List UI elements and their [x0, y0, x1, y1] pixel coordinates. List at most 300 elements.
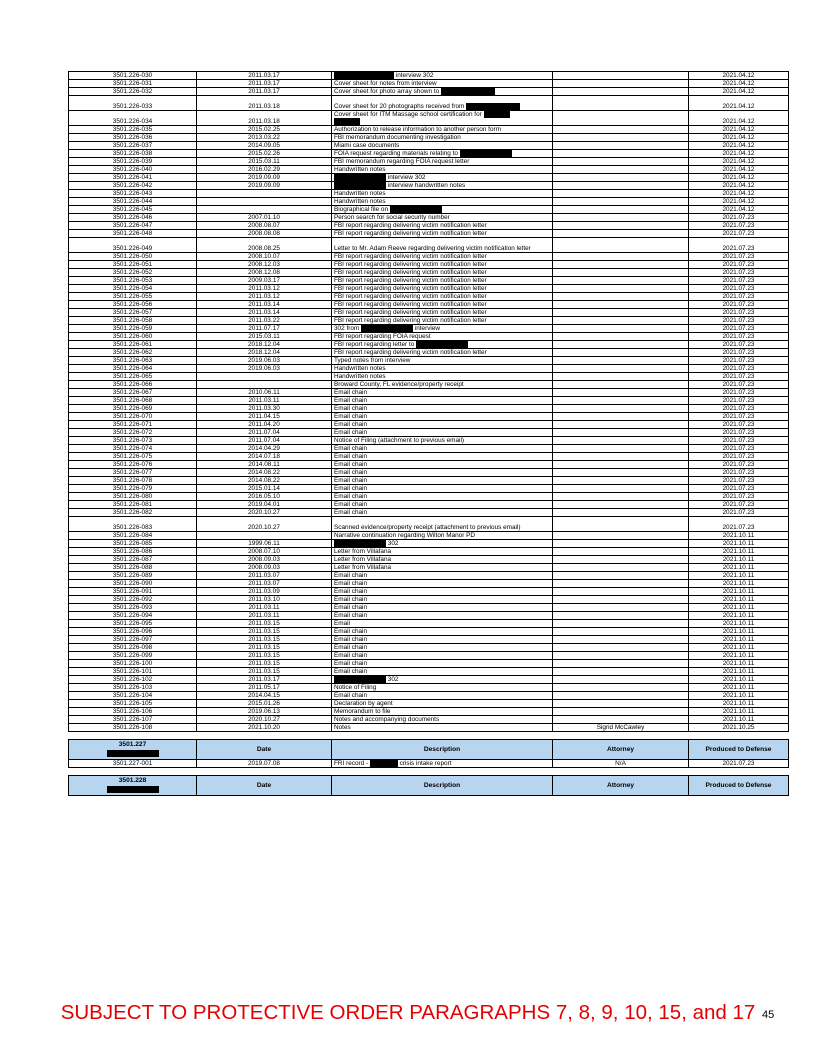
attorney-cell [553, 652, 689, 660]
document-id-cell: 3501.226-068 [69, 397, 197, 405]
description-text: Email chain [334, 628, 368, 635]
section-spacer [69, 732, 789, 740]
description-cell [332, 301, 553, 309]
description-text: Email chain [334, 596, 368, 603]
description-text: FBI report regarding delivering victim notification letter [334, 349, 487, 356]
description-cell [332, 620, 553, 628]
description-cell [332, 222, 553, 230]
attorney-cell [553, 365, 689, 373]
description-text: Email chain [334, 389, 368, 396]
table-row [69, 644, 789, 652]
document-id-cell: 3501.226-070 [69, 413, 197, 421]
attorney-cell [553, 222, 689, 230]
produced-date-cell: 2021.04.12 [689, 111, 789, 126]
description-text: Email chain [334, 469, 368, 476]
document-id-cell: 3501.226-033 [69, 96, 197, 111]
description-cell [332, 261, 553, 269]
produced-date-cell: 2021.07.23 [689, 261, 789, 269]
attorney-cell [553, 676, 689, 684]
document-id-cell: 3501.226-058 [69, 317, 197, 325]
description-text: Cover sheet for 20 photographs received from [334, 103, 467, 110]
attorney-cell [553, 684, 689, 692]
document-id-cell: 3501.226-049 [69, 238, 197, 253]
description-cell [332, 604, 553, 612]
attorney-cell [553, 461, 689, 469]
date-cell: 2011.07.04 [197, 437, 332, 445]
redaction-bar [334, 72, 394, 79]
document-id-cell: 3501.226-095 [69, 620, 197, 628]
table-row [69, 134, 789, 142]
produced-date-cell: 2021.10.11 [689, 628, 789, 636]
date-cell: 2014.08.11 [197, 461, 332, 469]
table-row [69, 182, 789, 190]
attorney-cell [553, 477, 689, 485]
description-text: Handwritten notes [334, 365, 386, 372]
attorney-cell [553, 596, 689, 604]
document-id-cell: 3501.226-075 [69, 453, 197, 461]
document-id-cell: 3501.226-069 [69, 405, 197, 413]
redaction-bar [334, 676, 386, 683]
date-cell: 2018.12.04 [197, 341, 332, 349]
table-row [69, 111, 789, 126]
description-text: FBI report regarding delivering victim notification letter [334, 277, 487, 284]
description-text: Handwritten notes [334, 166, 386, 173]
description-cell [332, 413, 553, 421]
date-cell: 2015.01.26 [197, 700, 332, 708]
description-text: Email chain [334, 405, 368, 412]
date-cell: 2011.03.12 [197, 293, 332, 301]
table-row [69, 222, 789, 230]
attorney-cell [553, 716, 689, 724]
document-id-cell: 3501.226-091 [69, 588, 197, 596]
attorney-cell [553, 612, 689, 620]
redaction-bar [466, 103, 520, 110]
production-log-sheet [68, 71, 772, 796]
description-text: FBI report regarding delivering victim notification letter [334, 309, 487, 316]
table-row [69, 301, 789, 309]
document-id-cell: 3501.226-077 [69, 469, 197, 477]
description-text: FBI report regarding delivering victim notification letter [334, 261, 487, 268]
document-id-cell: 3501.226-076 [69, 461, 197, 469]
date-column-header: Date [197, 740, 332, 760]
attorney-cell [553, 485, 689, 493]
document-id-cell: 3501.226-105 [69, 700, 197, 708]
document-id-cell: 3501.226-082 [69, 509, 197, 517]
produced-date-cell: 2021.07.23 [689, 429, 789, 437]
description-text: Notice of Filing (attachment to previous email) [334, 437, 464, 444]
description-text: FOIA request regarding materials relating to [334, 150, 460, 157]
attorney-cell [553, 174, 689, 182]
table-row [69, 349, 789, 357]
description-cell [332, 111, 553, 126]
date-cell: 2016.05.10 [197, 493, 332, 501]
description-text: Cover sheet for ITM Massage school certification for [334, 111, 484, 118]
description-text: Email chain [334, 397, 368, 404]
table-row [69, 493, 789, 501]
description-cell [332, 96, 553, 111]
produced-date-cell: 2021.07.23 [689, 349, 789, 357]
document-id-cell: 3501.226-050 [69, 253, 197, 261]
attorney-cell [553, 556, 689, 564]
table-row [69, 413, 789, 421]
description-text: Person search for social security number [334, 214, 450, 221]
description-cell [332, 469, 553, 477]
produced-date-cell: 2021.07.23 [689, 493, 789, 501]
description-cell [332, 166, 553, 174]
redaction-bar [460, 150, 512, 157]
document-id-cell: 3501.226-060 [69, 333, 197, 341]
description-cell [332, 174, 553, 182]
description-text: Email chain [334, 692, 368, 699]
produced-date-cell: 2021.10.11 [689, 692, 789, 700]
description-text: FBI report regarding delivering victim notification letter [334, 285, 487, 292]
date-cell: 2011.03.11 [197, 604, 332, 612]
redaction-bar [441, 88, 495, 95]
produced-date-cell: 2021.07.23 [689, 230, 789, 238]
produced-date-cell: 2021.10.11 [689, 532, 789, 540]
table-row [69, 80, 789, 88]
table-row [69, 636, 789, 644]
date-cell: 2011.03.10 [197, 596, 332, 604]
attorney-cell [553, 198, 689, 206]
table-row [69, 660, 789, 668]
date-cell: 2011.04.20 [197, 421, 332, 429]
table-row [69, 540, 789, 548]
description-text: FBI memorandum regarding FOIA request letter [334, 158, 470, 165]
table-row [69, 461, 789, 469]
table-row [69, 469, 789, 477]
date-cell: 2014.08.22 [197, 469, 332, 477]
date-cell: 2013.03.22 [197, 134, 332, 142]
description-text: Email chain [334, 429, 368, 436]
date-cell: 2011.03.09 [197, 588, 332, 596]
description-text: Cover sheet for notes from interview [334, 80, 437, 87]
date-cell [197, 381, 332, 389]
produced-date-cell: 2021.04.12 [689, 150, 789, 158]
attorney-cell [553, 309, 689, 317]
description-cell [332, 214, 553, 222]
produced-date-cell: 2021.04.12 [689, 134, 789, 142]
produced-date-cell: 2021.10.11 [689, 660, 789, 668]
document-id-cell: 3501.226-066 [69, 381, 197, 389]
produced-date-cell: 2021.04.12 [689, 198, 789, 206]
produced-date-cell: 2021.10.11 [689, 644, 789, 652]
date-cell: 2011.03.15 [197, 660, 332, 668]
description-cell [332, 477, 553, 485]
description-text: Email chain [334, 509, 368, 516]
produced-date-cell: 2021.10.11 [689, 652, 789, 660]
redaction-bar [361, 325, 413, 332]
table-row [69, 612, 789, 620]
produced-date-cell: 2021.07.23 [689, 461, 789, 469]
attorney-cell [553, 604, 689, 612]
attorney-cell [553, 620, 689, 628]
document-id-cell: 3501.226-044 [69, 198, 197, 206]
produced-date-cell: 2021.07.23 [689, 214, 789, 222]
table-row [69, 716, 789, 724]
description-text: Email chain [334, 445, 368, 452]
description-cell [332, 277, 553, 285]
produced-date-cell: 2021.07.23 [689, 253, 789, 261]
date-cell: 2008.07.10 [197, 548, 332, 556]
produced-date-cell: 2021.07.23 [689, 325, 789, 333]
produced-date-cell: 2021.10.11 [689, 580, 789, 588]
page-number: 45 [762, 1009, 775, 1021]
description-cell [332, 517, 553, 532]
description-cell [332, 453, 553, 461]
table-row [69, 532, 789, 540]
table-row [69, 421, 789, 429]
date-cell: 2015.01.14 [197, 485, 332, 493]
description-cell [332, 461, 553, 469]
description-text: Notes and accompanying documents [334, 716, 440, 723]
description-cell [332, 397, 553, 405]
document-id-cell: 3501.226-092 [69, 596, 197, 604]
produced-date-cell: 2021.07.23 [689, 333, 789, 341]
attorney-cell [553, 134, 689, 142]
section-number-header [69, 740, 197, 760]
date-cell: 2011.03.11 [197, 397, 332, 405]
date-cell: 2015.02.26 [197, 150, 332, 158]
attorney-cell [553, 660, 689, 668]
table-row [69, 357, 789, 365]
description-cell [332, 190, 553, 198]
attorney-cell [553, 357, 689, 365]
attorney-cell [553, 564, 689, 572]
produced-date-cell: 2021.04.12 [689, 96, 789, 111]
table-row [69, 214, 789, 222]
attorney-cell [553, 572, 689, 580]
description-text: 302 from [334, 325, 361, 332]
attorney-cell [553, 72, 689, 80]
description-text-suffix: interview 302 [386, 174, 426, 181]
document-id-cell: 3501.226-104 [69, 692, 197, 700]
produced-date-cell: 2021.10.11 [689, 708, 789, 716]
document-id-cell: 3501.226-035 [69, 126, 197, 134]
description-cell [332, 716, 553, 724]
table-row [69, 692, 789, 700]
table-row [69, 509, 789, 517]
date-column-header: Date [197, 776, 332, 796]
description-cell [332, 126, 553, 134]
attorney-column-header: Attorney [553, 740, 689, 760]
table-row [69, 501, 789, 509]
redaction-bar [390, 206, 442, 213]
description-cell [332, 724, 553, 732]
redaction-bar [484, 111, 510, 118]
table-row [69, 126, 789, 134]
date-cell: 2008.08.08 [197, 230, 332, 238]
description-text: FBI report regarding delivering victim notification letter [334, 293, 487, 300]
description-cell [332, 389, 553, 397]
table-row [69, 285, 789, 293]
description-cell [332, 692, 553, 700]
date-cell: 2019.04.01 [197, 501, 332, 509]
description-text-suffix: interview handwritten notes [386, 182, 466, 189]
attorney-cell [553, 166, 689, 174]
date-cell: 2020.10.27 [197, 517, 332, 532]
description-text-suffix: interview 302 [394, 72, 434, 79]
produced-date-cell: 2021.07.23 [689, 405, 789, 413]
produced-date-cell: 2021.10.11 [689, 540, 789, 548]
redaction-bar [334, 118, 360, 125]
produced-date-cell: 2021.04.12 [689, 158, 789, 166]
date-cell: 2011.03.14 [197, 301, 332, 309]
section-spacer [69, 768, 789, 776]
redaction-bar [334, 540, 386, 547]
attorney-cell [553, 405, 689, 413]
document-id-cell: 3501.226-080 [69, 493, 197, 501]
description-cell [332, 158, 553, 166]
table-row [69, 72, 789, 80]
description-text: Narrative continuation regarding Wilton Manor PD [334, 532, 476, 539]
produced-date-cell: 2021.07.23 [689, 413, 789, 421]
production-log-table [68, 71, 789, 796]
table-row [69, 293, 789, 301]
attorney-cell [553, 190, 689, 198]
production-log-body [69, 72, 789, 796]
date-cell: 2011.03.15 [197, 668, 332, 676]
date-cell: 2015.02.25 [197, 126, 332, 134]
description-text: Typed notes from interview [334, 357, 411, 364]
description-cell [332, 580, 553, 588]
produced-date-cell: 2021.04.12 [689, 206, 789, 214]
table-row [69, 277, 789, 285]
date-cell: 2011.03.15 [197, 652, 332, 660]
document-id-cell: 3501.226-071 [69, 421, 197, 429]
date-cell: 2016.02.29 [197, 166, 332, 174]
date-cell: 2008.10.07 [197, 253, 332, 261]
attorney-cell: N/A [553, 760, 689, 768]
date-cell: 2011.03.18 [197, 96, 332, 111]
document-id-cell: 3501.226-040 [69, 166, 197, 174]
document-id-cell: 3501.226-093 [69, 604, 197, 612]
date-cell: 2014.09.05 [197, 142, 332, 150]
description-text: Email chain [334, 453, 368, 460]
table-row [69, 445, 789, 453]
date-cell: 2011.03.11 [197, 612, 332, 620]
date-cell: 2008.08.25 [197, 238, 332, 253]
document-id-cell: 3501.226-101 [69, 668, 197, 676]
table-row [69, 564, 789, 572]
date-cell [197, 190, 332, 198]
table-row [69, 485, 789, 493]
produced-date-cell: 2021.04.12 [689, 190, 789, 198]
description-cell [332, 206, 553, 214]
produced-date-cell: 2021.10.11 [689, 676, 789, 684]
description-text: Letter from Villafana [334, 548, 392, 555]
description-cell [332, 708, 553, 716]
date-cell: 2014.04.15 [197, 692, 332, 700]
attorney-cell: Sigrid McCawley [553, 724, 689, 732]
attorney-cell [553, 285, 689, 293]
description-cell [332, 652, 553, 660]
attorney-cell [553, 540, 689, 548]
produced-date-cell: 2021.10.11 [689, 612, 789, 620]
date-cell: 2020.10.27 [197, 716, 332, 724]
produced-column-header: Produced to Defense [689, 776, 789, 796]
table-row [69, 596, 789, 604]
attorney-cell [553, 269, 689, 277]
description-text: FBI report regarding delivering victim notification letter [334, 301, 487, 308]
description-cell [332, 381, 553, 389]
description-cell [332, 80, 553, 88]
section-header-row [69, 740, 789, 760]
produced-date-cell: 2021.04.12 [689, 174, 789, 182]
description-text: Email chain [334, 413, 368, 420]
section-header-row [69, 776, 789, 796]
produced-date-cell: 2021.10.11 [689, 636, 789, 644]
description-cell [332, 150, 553, 158]
table-row [69, 381, 789, 389]
description-text-suffix: crisis intake report [397, 760, 452, 767]
description-text: Email [334, 620, 350, 627]
description-cell [332, 628, 553, 636]
description-cell [332, 405, 553, 413]
document-id-cell: 3501.226-106 [69, 708, 197, 716]
description-cell [332, 333, 553, 341]
table-row [69, 253, 789, 261]
produced-date-cell: 2021.04.12 [689, 72, 789, 80]
produced-date-cell: 2021.07.23 [689, 269, 789, 277]
table-row [69, 333, 789, 341]
produced-date-cell: 2021.10.11 [689, 668, 789, 676]
table-row [69, 588, 789, 596]
table-row [69, 230, 789, 238]
attorney-cell [553, 469, 689, 477]
document-id-cell: 3501.226-047 [69, 222, 197, 230]
description-text: FBI report regarding delivering victim notification letter [334, 317, 487, 324]
table-row [69, 150, 789, 158]
date-cell: 2011.03.15 [197, 644, 332, 652]
document-id-cell: 3501.226-084 [69, 532, 197, 540]
date-cell: 2011.03.18 [197, 111, 332, 126]
produced-date-cell: 2021.10.11 [689, 564, 789, 572]
table-row [69, 96, 789, 111]
description-cell [332, 437, 553, 445]
document-id-cell: 3501.226-099 [69, 652, 197, 660]
description-cell [332, 509, 553, 517]
produced-date-cell: 2021.10.11 [689, 588, 789, 596]
produced-date-cell: 2021.04.12 [689, 142, 789, 150]
description-cell [332, 309, 553, 317]
table-row [69, 604, 789, 612]
document-id-cell: 3501.226-102 [69, 676, 197, 684]
date-cell: 2014.08.22 [197, 477, 332, 485]
attorney-cell [553, 293, 689, 301]
description-text: Email chain [334, 580, 368, 587]
description-text: Cover sheet for photo array shown to [334, 88, 441, 95]
attorney-cell [553, 381, 689, 389]
date-cell: 2011.03.15 [197, 636, 332, 644]
description-text: Email chain [334, 477, 368, 484]
document-id-cell: 3501.226-039 [69, 158, 197, 166]
document-id-cell: 3501.226-096 [69, 628, 197, 636]
attorney-cell [553, 111, 689, 126]
attorney-cell [553, 253, 689, 261]
attorney-cell [553, 509, 689, 517]
date-cell: 2011.03.14 [197, 309, 332, 317]
attorney-cell [553, 644, 689, 652]
description-text: FBI report regarding FOIA request [334, 333, 431, 340]
produced-date-cell: 2021.07.23 [689, 317, 789, 325]
table-row [69, 198, 789, 206]
document-id-cell: 3501.226-048 [69, 230, 197, 238]
document-id-cell: 3501.226-061 [69, 341, 197, 349]
description-text: Email chain [334, 652, 368, 659]
description-text: Email chain [334, 636, 368, 643]
attorney-cell [553, 708, 689, 716]
